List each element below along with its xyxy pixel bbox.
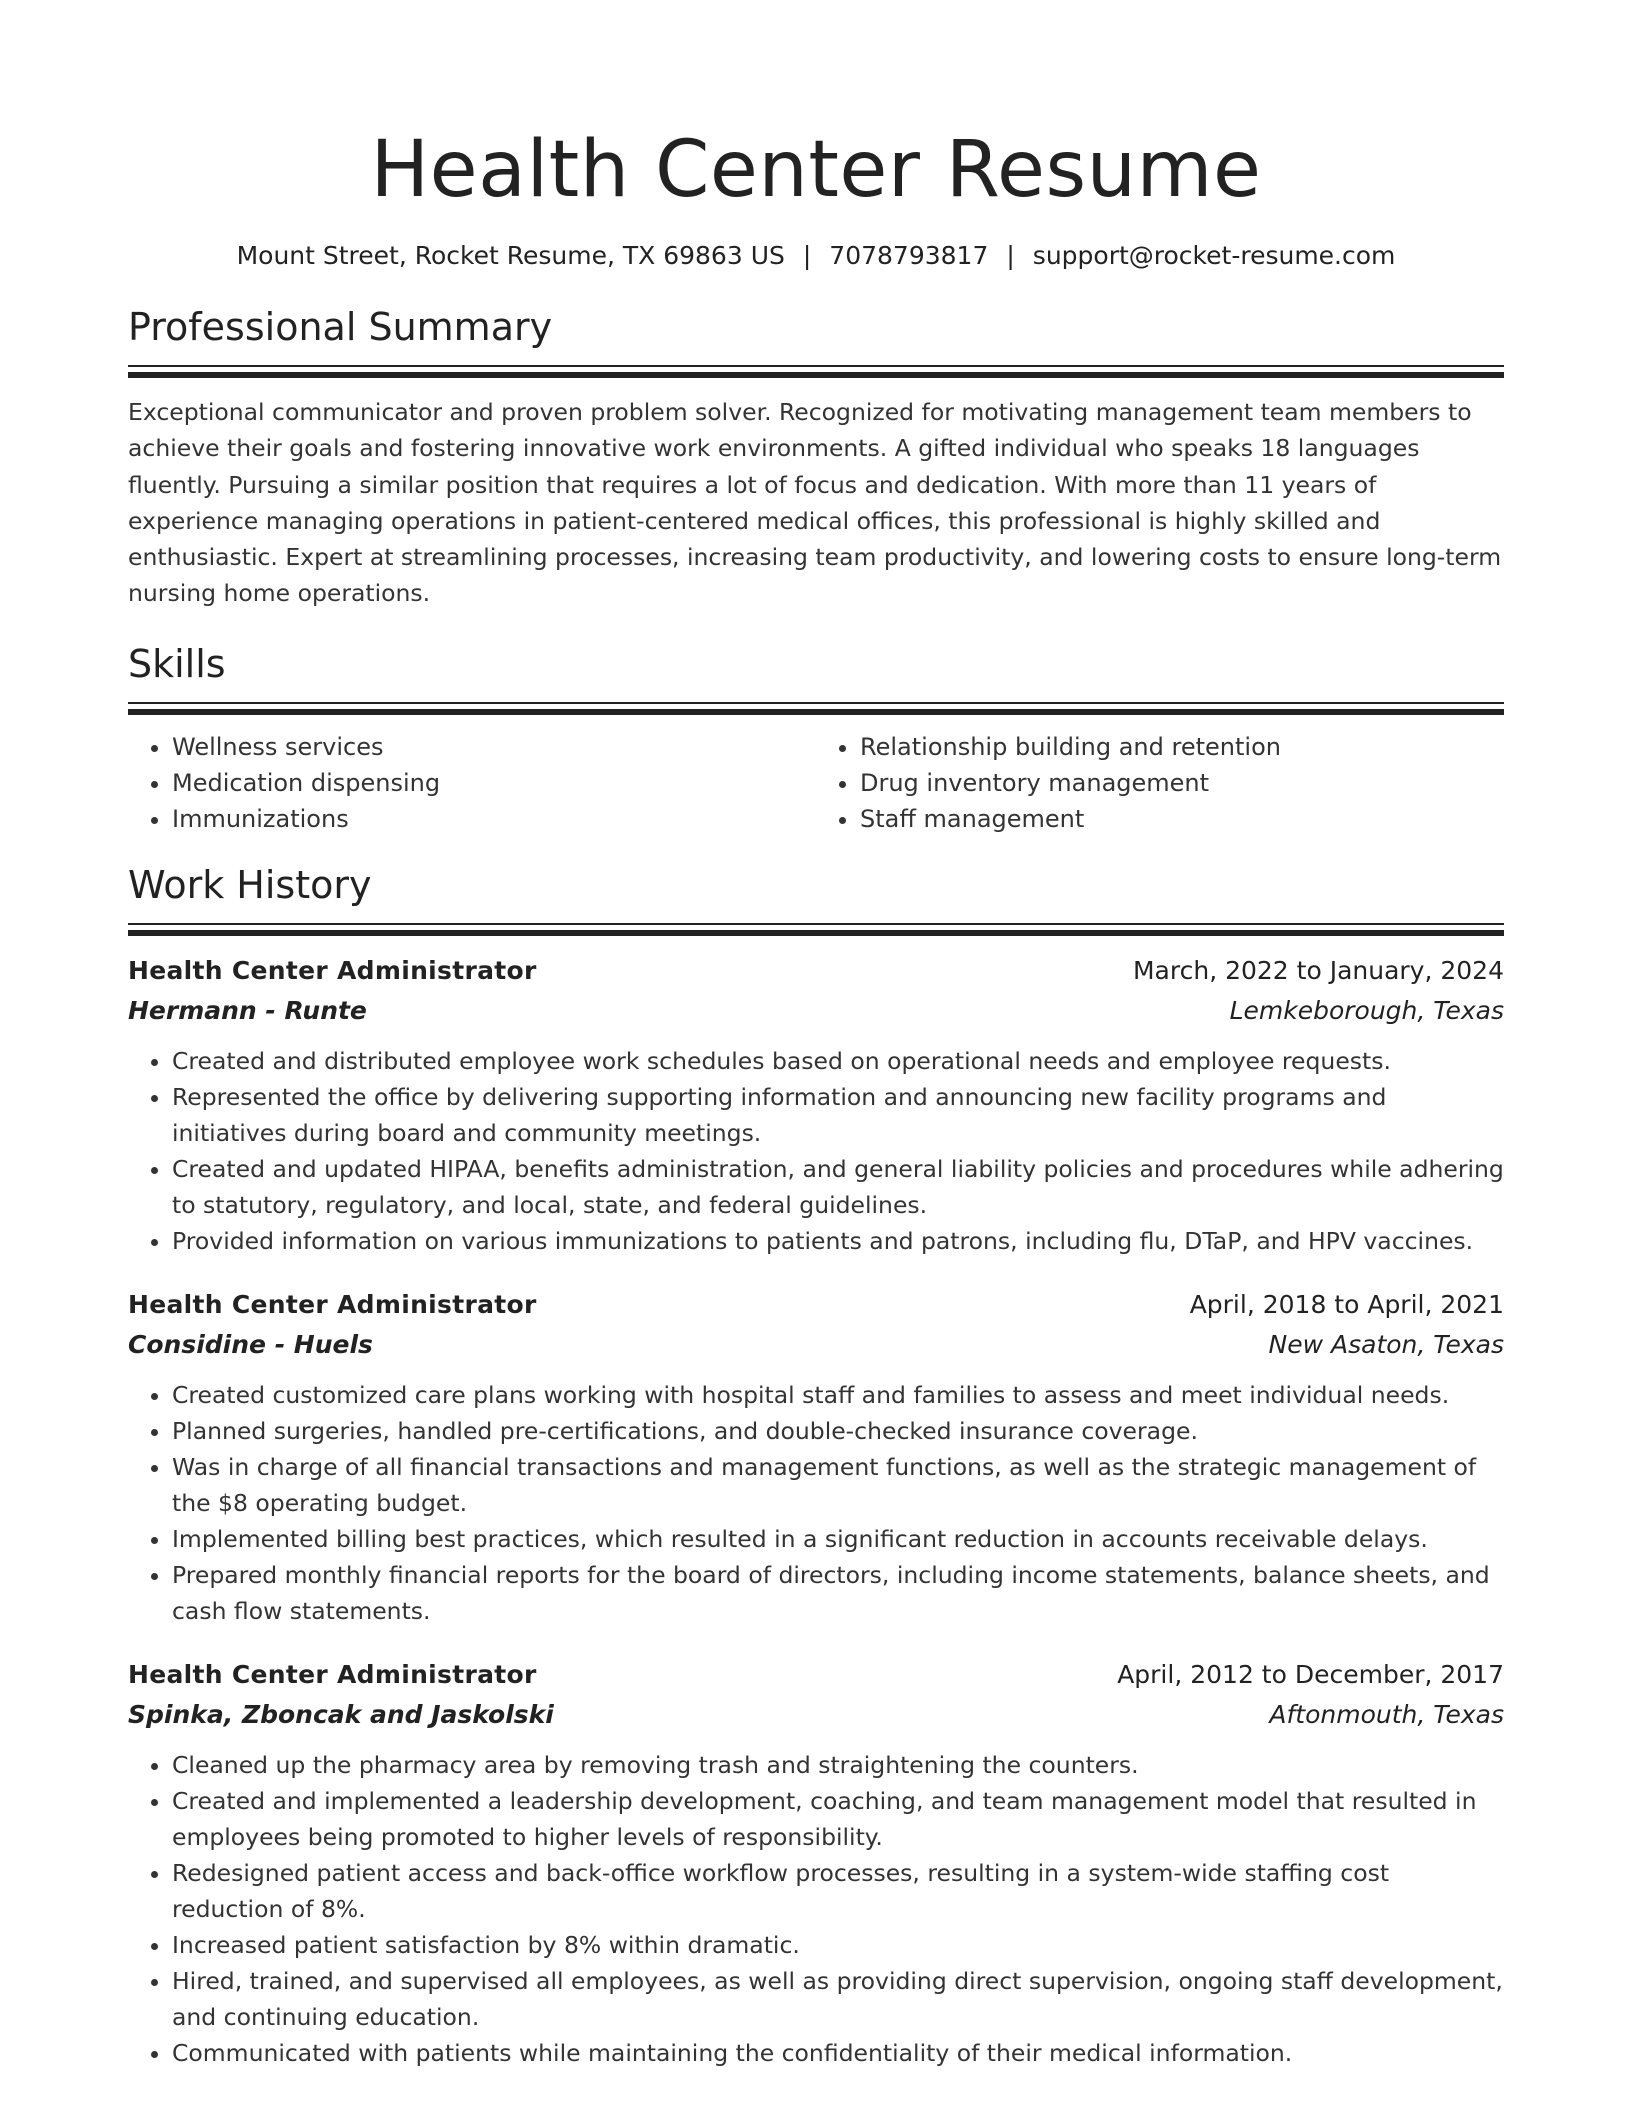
skill-item: • Medication dispensing [172,765,816,801]
contact-phone: 7078793817 [829,241,989,270]
job-duty: • Created and updated HIPAA, benefits administration, and general liability policies and procedures while adhering to statutory, regulatory, and local, state, and federal guidelines. [172,1151,1504,1223]
summary-section [128,303,1504,612]
summary-heading: Professional Summary [128,305,553,349]
section-divider [128,365,1504,367]
job-entry [128,951,1504,1259]
job-dates: March, 2022 to January, 2024 [1132,955,1504,985]
job-entry [128,1655,1504,2071]
job-duty: • Planned surgeries, handled pre-certifications, and double-checked insurance coverage. [172,1413,1504,1449]
skills-list-right [816,729,1504,837]
job-duty: • Represented the office by delivering supporting information and announcing new facility programs and initiatives during board and community meetings. [172,1079,1504,1151]
job-dates: April, 2018 to April, 2021 [1189,1289,1504,1319]
skill-item: • Relationship building and retention [860,729,1504,765]
job-header-row [128,1655,1504,1695]
job-duty: • Communicated with patients while maintaining the confidentiality of their medical information. [172,2035,1504,2071]
skills-section [128,640,1504,837]
job-header-row [128,951,1504,991]
job-duty: • Created and distributed employee work schedules based on operational needs and employee requests. [172,1043,1504,1079]
job-company-row [128,1695,1504,1735]
job-dates: April, 2012 to December, 2017 [1117,1659,1504,1689]
job-location: New Asaton, Texas [1268,1329,1504,1359]
section-divider-thick [128,930,1504,936]
job-company-row [128,991,1504,1031]
skills-columns [128,729,1504,837]
section-divider [128,702,1504,704]
work-section [128,861,1504,2071]
job-duty: • Was in charge of all financial transactions and management functions, as well as the strategic management of the $8 operating budget. [172,1449,1504,1521]
job-duty: • Implemented billing best practices, which resulted in a significant reduction in accounts receivable delays. [172,1521,1504,1557]
skills-heading: Skills [128,641,226,686]
job-location: Lemkeborough, Texas [1229,995,1504,1025]
job-location: Aftonmouth, Texas [1269,1699,1504,1729]
job-title: Health Center Administrator [128,1289,537,1319]
resume-title: Health Center Resume [370,125,1262,215]
job-duty: • Created customized care plans working with hospital staff and families to assess and meet individual needs. [172,1377,1504,1413]
skill-item: • Drug inventory management [860,765,1504,801]
contact-separator: | [1006,241,1015,270]
job-duty: • Hired, trained, and supervised all employees, as well as providing direct supervision, ongoing staff development, and continuing education. [172,1963,1504,2035]
job-duty: • Prepared monthly financial reports for the board of directors, including income statements, balance sheets, and cash flow statements. [172,1557,1504,1629]
contact-address: Mount Street, Rocket Resume, TX 69863 US [236,241,785,270]
skills-list-left [128,729,816,837]
section-divider-thick [128,372,1504,378]
job-company: Spinka, Zboncak and Jaskolski [128,1699,554,1729]
job-entry [128,1285,1504,1629]
job-duty: • Cleaned up the pharmacy area by removing trash and straightening the counters. [172,1747,1504,1783]
job-duty: • Redesigned patient access and back-office workflow processes, resulting in a system-wide staffing cost reduction of 8%. [172,1855,1504,1927]
job-duties [128,1747,1504,2071]
section-divider-thick [128,709,1504,715]
job-company-row [128,1325,1504,1365]
job-company: Considine - Huels [128,1329,373,1359]
job-company: Hermann - Runte [128,995,367,1025]
job-duties [128,1043,1504,1259]
skill-item: • Wellness services [172,729,816,765]
contact-separator: | [802,241,812,270]
skill-item: • Immunizations [172,801,816,837]
contact-email: support@rocket-resume.com [1032,241,1396,270]
work-heading: Work History [128,862,372,907]
skill-item: • Staff management [860,801,1504,837]
job-header-row [128,1285,1504,1325]
section-divider [128,923,1504,925]
job-duty: • Increased patient satisfaction by 8% within dramatic. [172,1927,1504,1963]
job-title: Health Center Administrator [128,1659,537,1689]
job-duty: • Created and implemented a leadership development, coaching, and team management model that resulted in employees being promoted to higher levels of responsibility. [172,1783,1504,1855]
job-duty: • Provided information on various immunizations to patients and patrons, including flu, DTaP, and HPV vaccines. [172,1223,1504,1259]
contact-line [128,238,1504,274]
job-title: Health Center Administrator [128,955,537,985]
job-duties [128,1377,1504,1629]
summary-text: Exceptional communicator and proven problem solver. Recognized for motivating management team members to achieve their goals and fostering innovative work environments. A gifted individual who speaks 18 languages fluently. Pursuing a similar position that requires a lot of focus and dedication. With more than 11 years of experience managing operations in patient-centered medical offices, this professional is highly skilled and enthusiastic. Expert at streamlining processes, increasing team productivity, and lowering costs to ensure long-term nursing home operations. [128,398,1502,608]
